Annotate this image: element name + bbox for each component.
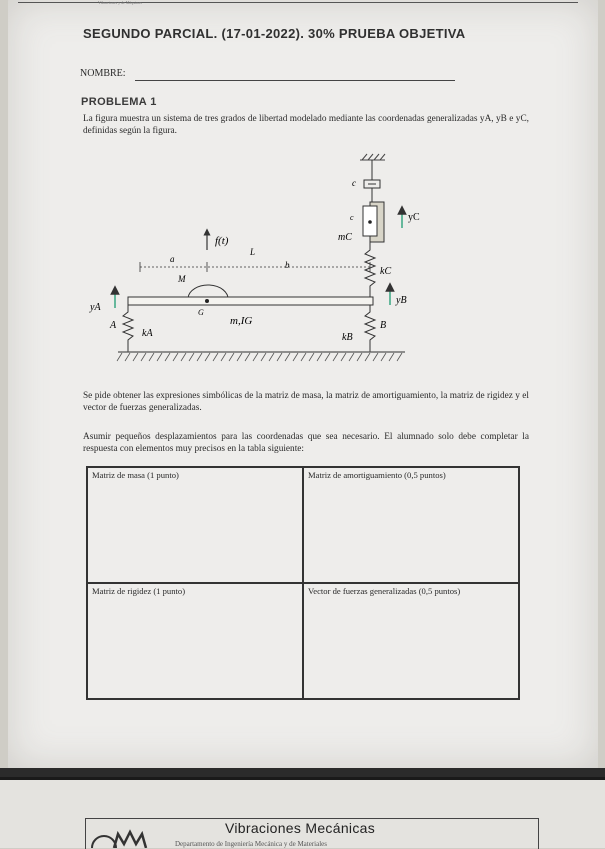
label-G: G: [198, 308, 204, 317]
spring-ka: [123, 305, 133, 352]
label-A: A: [110, 320, 117, 331]
problem-assumption: Asumir pequeños desplazamientos para las coordenadas que sea necesario. El alumnado solo debe completar la respuesta con elementos muy precisos en la tabla siguiente:: [83, 432, 529, 454]
dimension-lines: [140, 262, 370, 272]
label-kc: kC: [380, 266, 392, 277]
problem-request: Se pide obtener las expresiones simbólicas de la matriz de masa, la matriz de amortiguamiento, la matriz de rigidez y el vector de fuerzas generalizadas.: [83, 391, 529, 413]
label-yb: yB: [396, 295, 407, 306]
exam-title: SEGUNDO PARCIAL. (17-01-2022). 30% PRUEBA OBJETIVA: [83, 26, 466, 41]
label-ft: f(t): [215, 235, 229, 247]
mass-c: [363, 202, 384, 242]
label-ya: yA: [90, 302, 101, 313]
name-label: NOMBRE:: [80, 68, 126, 79]
department-logo-icon: [88, 822, 168, 848]
ground: [117, 352, 405, 361]
answer-cell-damping-matrix[interactable]: [303, 467, 519, 583]
header-small-text: Vibraciones y de Máquinas: [98, 0, 142, 5]
label-ka: kA: [142, 328, 153, 339]
beam: [128, 297, 373, 305]
damper: [364, 160, 380, 205]
label-M: M: [178, 274, 186, 284]
answer-cell-force-vector[interactable]: [303, 583, 519, 699]
mechanical-system-figure: [80, 150, 440, 370]
spring-kb: [365, 305, 375, 352]
problem-intro: La figura muestra un sistema de tres grados de libertad modelado mediante las coordenadas generalizadas yA, yB e yC, definidas según la figura.: [83, 114, 529, 136]
label-mc: mC: [338, 232, 352, 243]
label-kb: kB: [342, 332, 353, 343]
name-field-line[interactable]: [135, 80, 455, 81]
cell-label: Matriz de rigidez (1 punto): [92, 586, 186, 596]
label-c-top: c: [352, 178, 356, 188]
cell-label: Vector de fuerzas generalizadas (0,5 puntos): [308, 586, 461, 596]
label-mIg: m,IG: [230, 315, 253, 327]
ceiling-support: [360, 154, 385, 160]
page-gap: [0, 768, 605, 777]
answer-cell-stiffness-matrix[interactable]: [87, 583, 303, 699]
cell-label: Matriz de amortiguamiento (0,5 puntos): [308, 470, 446, 480]
problem-title: PROBLEMA 1: [81, 96, 157, 108]
label-B: B: [380, 320, 387, 331]
footer-title: Vibraciones Mecánicas: [225, 820, 376, 836]
label-c: c: [350, 213, 354, 222]
label-yc: yC: [408, 212, 420, 223]
label-b: b: [285, 260, 290, 270]
cell-label: Matriz de masa (1 punto): [92, 470, 179, 480]
label-L: L: [250, 247, 256, 257]
answer-cell-mass-matrix[interactable]: [87, 467, 303, 583]
footer-subtitle: Departamento de Ingeniería Mecánica y de Materiales: [175, 840, 327, 848]
label-a: a: [170, 254, 175, 264]
answer-table: [86, 466, 520, 700]
